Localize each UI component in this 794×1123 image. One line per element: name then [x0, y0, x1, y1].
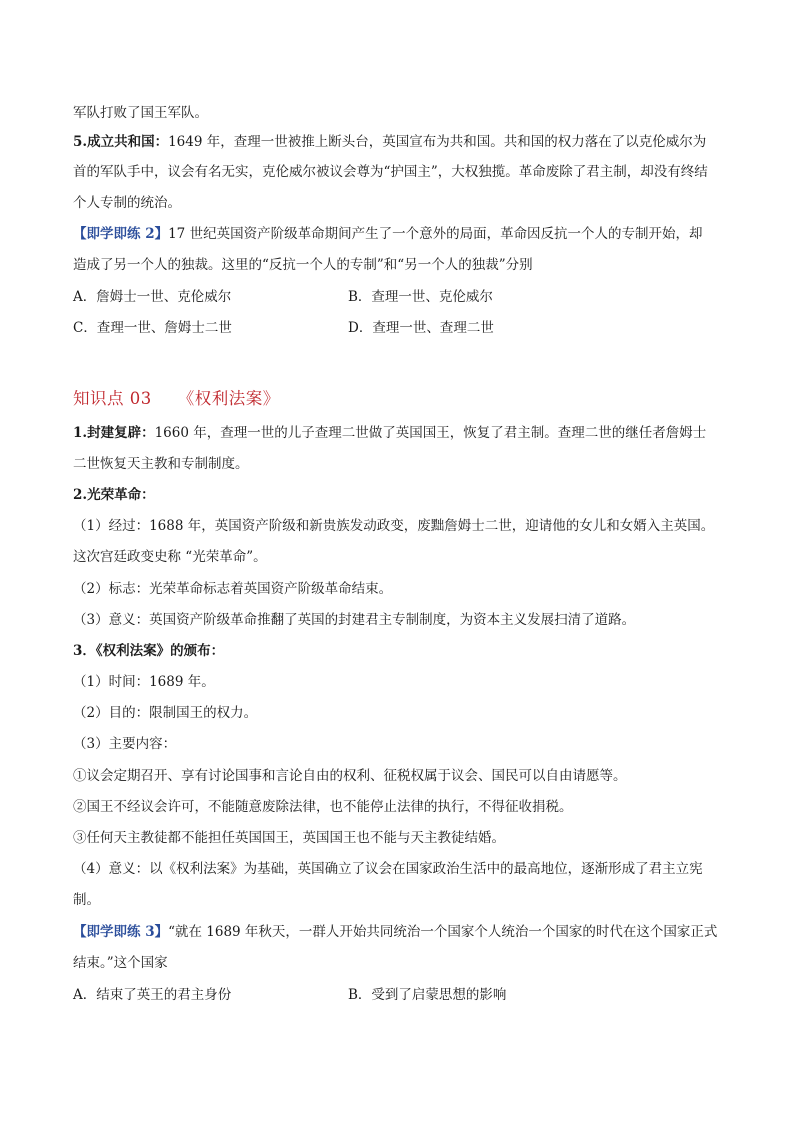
- republic-text-1: 1649 年，查理一世被推上断头台，英国宣布为共和国。共和国的权力落在了以克伦威尔为: [168, 134, 707, 150]
- exercise-2-option-d[interactable]: D．查理一世、查理二世: [348, 320, 494, 336]
- exercise-3-tag: 【即学即练 3】: [73, 924, 169, 940]
- glorious-sign: （2）标志：光荣革命标志着英国资产阶级革命结束。: [73, 581, 393, 597]
- paragraph-republic-2: 首的军队手中，议会有名无实，克伦威尔被议会尊为“护国主”，大权独揽。革命废除了君主制，却没有终结: [73, 164, 708, 180]
- exercise-3-question-1: [73, 923, 717, 941]
- exercise-2-option-b[interactable]: B．查理一世、克伦威尔: [348, 289, 493, 305]
- bill-purpose: （2）目的：限制国王的权力。: [73, 705, 258, 721]
- bill-item-1: ①议会定期召开、享有讨论国事和言论自由的权利、征税权属于议会、国民可以自由请愿等。: [73, 768, 627, 784]
- bill-time: （1）时间：1689 年。: [73, 674, 215, 690]
- bill-item-3: ③任何天主教徒都不能担任英国国王，英国国王也不能与天主教徒结婚。: [73, 830, 505, 846]
- section-number: 知识点 03: [73, 389, 152, 408]
- exercise-2-text-1: 17 世纪英国资产阶级革命期间产生了一个意外的局面，革命因反抗一个人的专制开始，却: [168, 226, 703, 242]
- restoration-line-2: 二世恢复天主教和专制制度。: [73, 456, 249, 472]
- paragraph-army: 军队打败了国王军队。: [73, 105, 208, 121]
- restoration-label: 1.封建复辟：: [73, 425, 155, 441]
- exercise-3-question-2: 结束。”这个国家: [73, 955, 168, 971]
- exercise-3-option-b[interactable]: B．受到了启蒙思想的影响: [348, 987, 507, 1003]
- paragraph-republic-1: [73, 133, 706, 151]
- bill-of-rights-label: 3．《权利法案》的颁布：: [73, 643, 225, 659]
- exercise-2-option-a[interactable]: A．詹姆士一世、克伦威尔: [73, 289, 232, 305]
- exercise-2-option-c[interactable]: C．查理一世、詹姆士二世: [73, 320, 232, 336]
- bill-content-label: （3）主要内容：: [73, 736, 177, 752]
- glorious-course-1: （1）经过：1688 年，英国资产阶级和新贵族发动政变，废黜詹姆士二世，迎请他的女儿和女婿入主英国。: [73, 518, 715, 534]
- exercise-3-text-1: “就在 1689 年秋天，一群人开始共同统治一个国家个人统治一个国家的时代在这个国家正式: [168, 924, 718, 940]
- bill-meaning-2: 制。: [73, 892, 100, 908]
- restoration-text-1: 1660 年，查理一世的儿子查理二世做了英国国王，恢复了君主制。查理二世的继任者詹姆士: [154, 425, 707, 441]
- bill-item-2: ②国王不经议会许可，不能随意废除法律，也不能停止法律的执行，不得征收捐税。: [73, 799, 573, 815]
- paragraph-republic-3: 个人专制的统治。: [73, 195, 181, 211]
- exercise-2-tag: 【即学即练 2】: [73, 226, 169, 242]
- restoration-line-1: [73, 424, 706, 442]
- exercise-2-question-2: 造成了另一个人的独裁。这里的“反抗一个人的专制”和“另一个人的独裁”分别: [73, 257, 533, 273]
- glorious-course-2: 这次宫廷政变史称 “光荣革命”。: [73, 549, 267, 565]
- exercise-3-option-a[interactable]: A．结束了英王的君主身份: [73, 987, 232, 1003]
- glorious-meaning: （3）意义：英国资产阶级革命推翻了英国的封建君主专制制度，为资本主义发展扫清了道路。: [73, 612, 636, 628]
- bill-meaning-1: （4）意义：以《权利法案》为基础，英国确立了议会在国家政治生活中的最高地位，逐渐形成了君主立宪: [73, 861, 703, 877]
- section-heading: [73, 385, 280, 409]
- exercise-2-question-1: [73, 225, 703, 243]
- republic-label: 5.成立共和国：: [73, 134, 169, 150]
- section-title: 《权利法案》: [177, 389, 280, 408]
- glorious-revolution-label: 2.光荣革命：: [73, 487, 155, 503]
